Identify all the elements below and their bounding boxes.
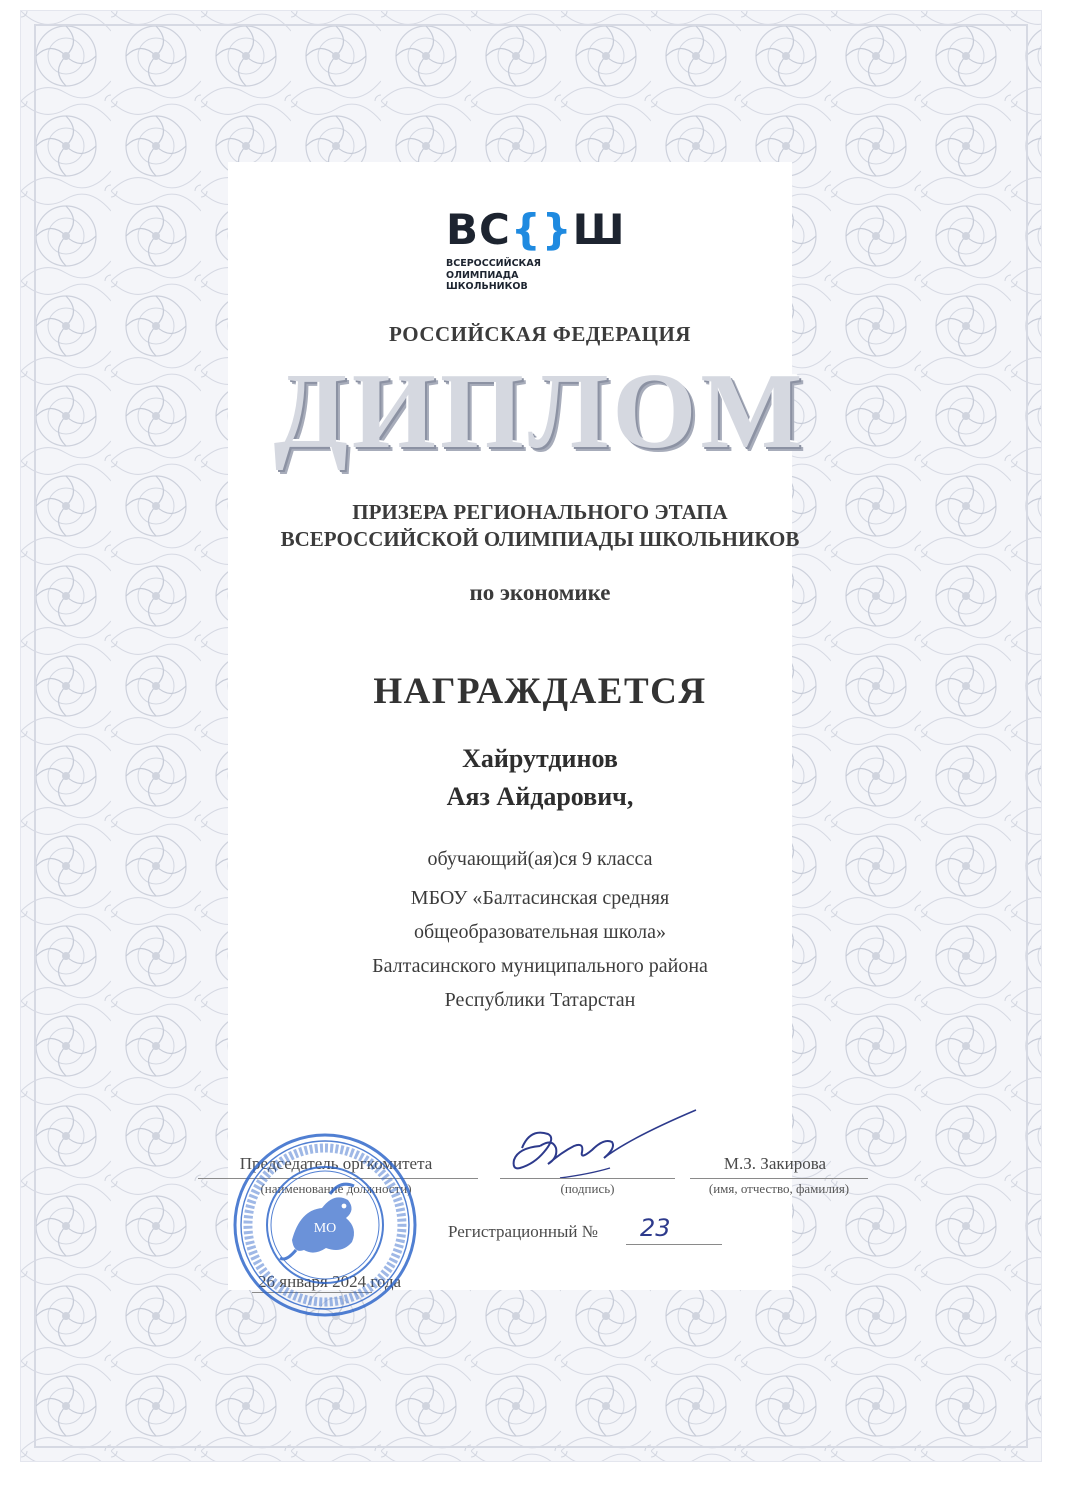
recipient-surname: Хайрутдинов [462, 744, 618, 773]
registration-label: Регистрационный № [448, 1222, 598, 1241]
award-line-2: ВСЕРОССИЙСКОЙ ОЛИМПИАДЫ ШКОЛЬНИКОВ [280, 527, 800, 551]
registration-number: 23 [640, 1214, 671, 1242]
school-line-1: МБОУ «Балтасинская средняя [410, 887, 670, 909]
district: Балтасинского муниципального района [372, 955, 708, 977]
school-line-2: общеобразовательная школа» [413, 921, 667, 943]
diploma-title: ДИПЛОМ [273, 352, 807, 471]
logo-line-3: ШКОЛЬНИКОВ [446, 281, 528, 292]
country-heading: РОССИЙСКАЯ ФЕДЕРАЦИЯ [389, 322, 691, 346]
logo-subtitle [446, 258, 646, 293]
signature-hint: (подпись) [560, 1181, 615, 1196]
vsosh-logo [446, 205, 646, 298]
registration-underline [626, 1244, 722, 1245]
logo-mark-right: Ш [572, 205, 626, 254]
chair-label: Председатель оргкомитета [239, 1154, 433, 1173]
chair-hint: (наименование должности) [260, 1181, 412, 1196]
signer-name: М.З. Закирова [723, 1154, 827, 1173]
recipient-given-names: Аяз Айдарович, [446, 782, 634, 811]
signature-underline [500, 1178, 675, 1179]
logo-mark-brackets: {} [510, 205, 573, 254]
issue-date: 26 января 2024 года [258, 1272, 402, 1291]
republic: Республики Татарстан [444, 989, 636, 1011]
signer-hint: (имя, отчество, фамилия) [708, 1181, 850, 1196]
signer-underline [690, 1178, 868, 1179]
handwritten-signature [500, 1108, 700, 1188]
logo-mark [446, 205, 646, 254]
logo-mark-left: ВС [446, 205, 511, 254]
awarded-heading: НАГРАЖДАЕТСЯ [373, 671, 707, 712]
stamp-center: МО [313, 1221, 337, 1236]
subject: по экономике [469, 580, 611, 605]
official-stamp [230, 1130, 420, 1320]
recipient-grade: обучающий(ая)ся 9 класса [427, 848, 653, 870]
logo-line-1: ВСЕРОССИЙСКАЯ [446, 258, 541, 269]
logo-line-2: ОЛИМПИАДА [446, 269, 519, 281]
award-line-1: ПРИЗЕРА РЕГИОНАЛЬНОГО ЭТАПА [352, 500, 728, 524]
